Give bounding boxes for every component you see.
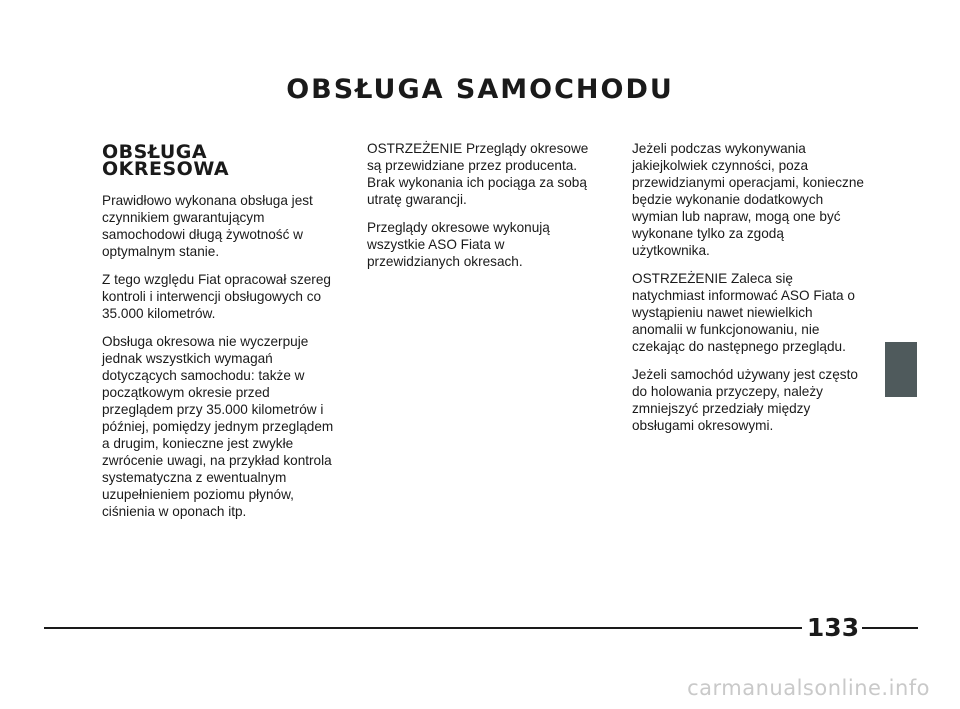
- paragraph: Przeglądy okresowe wykonują wszystkie ASO Fiata w przewidzianych okresach.: [367, 220, 550, 269]
- paragraph: Z tego względu Fiat opracował szereg kontroli i interwencji obsługowych co 35.000 kilometrów.: [102, 272, 331, 321]
- paragraph: Obsługa okresowa nie wyczerpuje jednak wszystkich wymagań dotyczących samochodu: także w początkowym okresie przed przeglądem przy 35.000 kilometrów i później, pomiędzy jednym przeglądem a drugim, konieczne jest zwykłe zwrócenie uwagi, na przykład kontrola systematyczna z ewentualnym uzupełnieniem poziomu płynów, ciśnienia w oponach itp.: [102, 334, 334, 519]
- column-1: [102, 140, 334, 531]
- paragraph: OSTRZEŻENIE Przeglądy okresowe są przewidziane przez producenta. Brak wykonania ich pociąga za sobą utratę gwarancji.: [367, 141, 589, 207]
- paragraph: Prawidłowo wykonana obsługa jest czynnikiem gwarantującym samochodowi długą żywotność w optymalnym stanie.: [102, 193, 313, 259]
- section-heading: OBSŁUGA OKRESOWA: [102, 141, 230, 180]
- page-number: 133: [806, 613, 860, 642]
- footer-rule-left: [44, 627, 802, 629]
- paragraph: Jeżeli podczas wykonywania jakiejkolwiek czynności, poza przewidzianymi operacjami, konieczne będzie wykonanie dodatkowych wymian lub napraw, mogą one być wykonane tylko za zgodą użytkownika.: [632, 141, 864, 258]
- footer-rule-right: [862, 627, 918, 629]
- paragraph: Jeżeli samochód używany jest często do holowania przyczepy, należy zmniejszyć przedziały między obsługami okresowymi.: [632, 367, 858, 433]
- chapter-tab-marker: [885, 342, 917, 397]
- page-title: OBSŁUGA SAMOCHODU: [286, 74, 674, 105]
- column-2: [367, 140, 599, 281]
- column-3: [632, 140, 864, 445]
- watermark-text: carmanualsonline.info: [687, 676, 930, 700]
- paragraph: OSTRZEŻENIE Zaleca się natychmiast informować ASO Fiata o wystąpieniu nawet niewielkich anomalii w funkcjonowaniu, nie czekając do następnego przeglądu.: [632, 271, 855, 354]
